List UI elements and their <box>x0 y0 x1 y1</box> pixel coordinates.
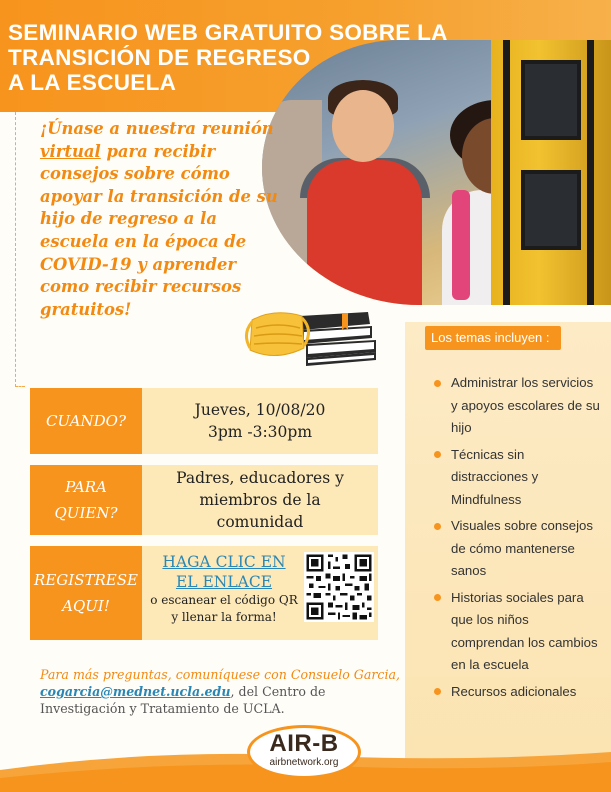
dashed-border <box>15 112 16 387</box>
audience-value: Padres, educadores y miembros de la comunidad <box>142 465 378 535</box>
dashed-border-corner <box>15 386 25 387</box>
title-line-1: SEMINARIO WEB GRATUITO SOBRE LA <box>8 20 448 45</box>
logo-url: airbnetwork.org <box>269 757 339 768</box>
when-label: CUANDO? <box>30 388 142 454</box>
logo-name: AIR-B <box>269 730 339 757</box>
register-label: REGISTRESE AQUI! <box>30 546 142 640</box>
register-text <box>148 552 300 626</box>
books-icon <box>300 312 376 366</box>
title-line-2: TRANSICIÓN DE REGRESO <box>8 45 311 70</box>
school-bus <box>491 40 611 305</box>
airb-logo <box>247 725 361 779</box>
topic-item: Visuales sobre consejos de cómo mantenerse sanos <box>433 515 603 583</box>
topic-item: Recursos adicionales <box>433 681 603 704</box>
contact-prompt: Para más preguntas, comuníquese con Consuelo Garcia, <box>40 667 400 682</box>
title-line-3: A LA ESCUELA <box>8 70 177 95</box>
topics-heading: Los temas incluyen : <box>425 326 561 350</box>
children-photo <box>262 40 611 305</box>
child-boy <box>332 90 394 162</box>
virtual-word: virtual <box>40 141 101 161</box>
topics-list <box>433 372 603 707</box>
mask-and-books-icon <box>244 300 384 372</box>
qr-code-icon[interactable] <box>304 552 374 622</box>
contact-info <box>40 666 400 717</box>
when-date: Jueves, 10/08/20 <box>194 401 326 419</box>
when-time: 3pm -3:30pm <box>207 423 313 441</box>
contact-organization: , del Centro de Investigación y Tratamiento de UCLA. <box>40 684 326 716</box>
register-instructions: o escanear el código QR y llenar la forma! <box>150 593 298 624</box>
topic-item: Administrar los servicios y apoyos escolares de su hijo <box>433 372 603 440</box>
contact-email-link[interactable]: cogarcia@mednet.ucla.edu <box>40 684 231 699</box>
intro-text: ¡Únase a nuestra reunión virtual para recibir consejos sobre cómo apoyar la transición de su hijo de regreso a la escuela en la época de COVID-19 y aprender como recibir recursos gratuitos! <box>40 119 278 319</box>
face-mask-icon <box>246 313 308 356</box>
topic-item: Historias sociales para que los niños comprendan los cambios en la escuela <box>433 587 603 677</box>
register-link[interactable]: HAGA CLIC EN EL ENLACE <box>162 553 286 591</box>
audience-label: PARA QUIEN? <box>30 465 142 535</box>
when-value <box>142 388 378 454</box>
topic-item: Técnicas sin distracciones y Mindfulness <box>433 444 603 512</box>
